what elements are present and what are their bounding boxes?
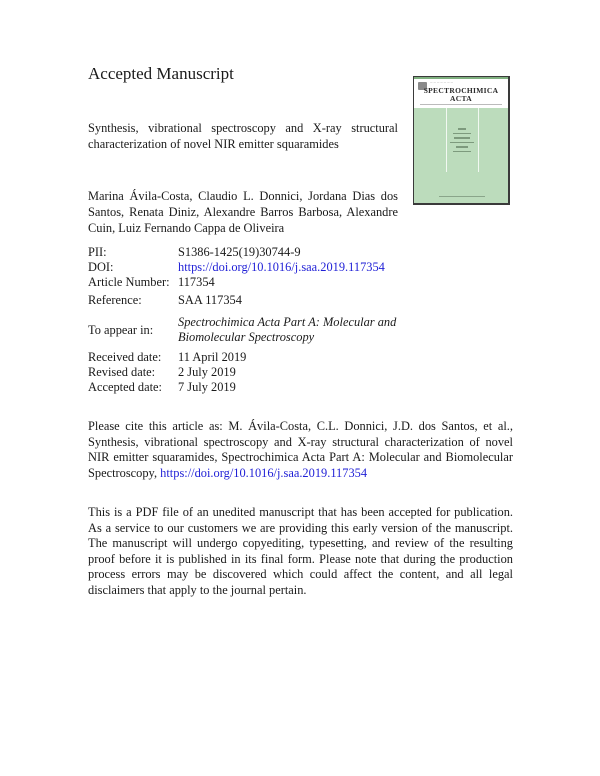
doi-link[interactable]: https://doi.org/10.1016/j.saa.2019.117354 — [178, 260, 385, 274]
meta-label: Article Number: — [88, 275, 170, 289]
cover-journal-title: SPECTROCHIMICA ACTA — [423, 86, 499, 103]
cover-footer-text — [439, 196, 485, 198]
meta-label: Accepted date: — [88, 380, 162, 394]
cover-green-strip — [414, 77, 508, 79]
meta-label: Received date: — [88, 350, 162, 364]
meta-label: Reference: — [88, 293, 142, 307]
cover-column-divider — [478, 108, 479, 172]
cover-green-panel — [414, 108, 508, 203]
meta-value: 7 July 2019 — [178, 380, 236, 394]
article-title-line-2: characterization of novel NIR emitter squaramides — [88, 137, 339, 151]
article-title-line-1: Synthesis, vibrational spectroscopy and X-ray structural — [88, 121, 398, 135]
meta-value: 11 April 2019 — [178, 350, 247, 364]
meta-label: To appear in: — [88, 322, 154, 337]
article-title — [88, 120, 398, 152]
cover-header — [414, 77, 508, 106]
meta-row-reference — [88, 293, 508, 308]
journal-name: Spectrochimica Acta Part A: Molecular and Biomolecular Spectroscopy — [178, 315, 397, 344]
citation-text: Please cite this article as: M. Ávila-Costa, C.L. Donnici, J.D. dos Santos, et al., Synthesis, vibrational spectroscopy and X-ray structural characterization of novel NIR emitter squaramides, Spectrochimica Acta Part A: Molecular and Biomolecular Spectroscopy, — [88, 419, 513, 480]
article-metadata — [88, 245, 508, 395]
citation-doi-link[interactable]: https://doi.org/10.1016/j.saa.2019.117354 — [160, 465, 368, 480]
meta-label: DOI: — [88, 260, 114, 274]
meta-row-pii — [88, 245, 508, 260]
meta-value: 117354 — [178, 275, 215, 289]
meta-value: 2 July 2019 — [178, 365, 236, 379]
disclaimer-paragraph: This is a PDF file of an unedited manuscript that has been accepted for publication. As a service to our customers we are providing this early version of the manuscript. The manuscript will undergo copyediting, typesetting, and review of the resulting proof before it is published in its final form. Please note that during the production process errors may be discovered which could affect the content, and all legal disclaimers that apply to the journal pertain. — [88, 505, 513, 597]
journal-cover-image — [413, 76, 510, 205]
meta-row-received — [88, 350, 508, 365]
author-list: Marina Ávila-Costa, Claudio L. Donnici, Jordana Dias dos Santos, Renata Diniz, Alexandre Barros Barbosa, Alexandre Cuin, Luiz Fernando Cappa de Oliveira — [88, 189, 398, 235]
meta-value: SAA 117354 — [178, 293, 242, 307]
cover-editors-text — [447, 128, 477, 155]
cover-subtitle-rule — [420, 104, 502, 105]
meta-row-to-appear-in — [88, 315, 508, 345]
meta-row-revised — [88, 365, 508, 380]
meta-row-doi — [88, 260, 508, 275]
meta-value: S1386-1425(19)30744-9 — [178, 245, 301, 259]
citation-paragraph — [88, 419, 513, 481]
meta-label: Revised date: — [88, 365, 156, 379]
meta-label: PII: — [88, 245, 107, 259]
page-heading: Accepted Manuscript — [88, 64, 234, 83]
meta-row-article-number — [88, 275, 508, 290]
meta-row-accepted — [88, 380, 508, 395]
cover-issn-text: — — — — — — — — [430, 81, 454, 84]
